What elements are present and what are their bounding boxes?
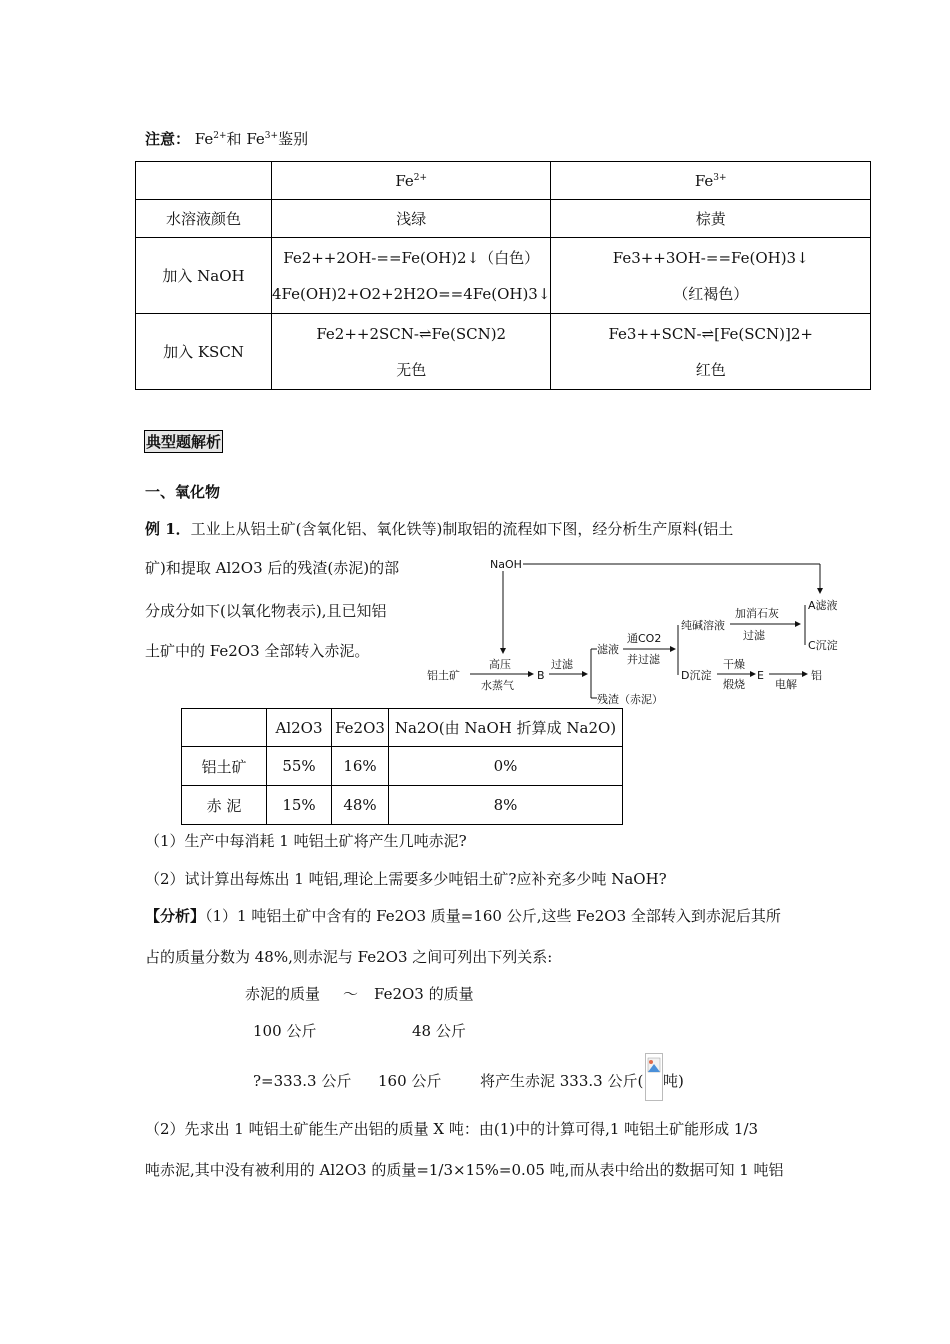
note-sup1: 2+ [213, 131, 227, 141]
analysis-line-2: 占的质量分数为 48%,则赤泥与 Fe2O3 之间可列出下列关系: [145, 948, 553, 966]
fe-identification-table [135, 161, 871, 390]
flow-filter: 过滤 [551, 658, 573, 671]
cell-fe2-naoh: Fe2++2OH-==Fe(OH)2↓（白色） 4Fe(OH)2+O2+2H2O==4Fe(OH)3↓ [272, 238, 551, 314]
cell-fe3-kscn: Fe3++SCN-⇌[Fe(SCN)]2+ 红色 [551, 314, 871, 390]
process-flow-diagram [425, 553, 875, 708]
example-line-3: 分成分如下(以氧化物表示),且已知铝 [145, 602, 387, 620]
value-2-mid: 160 公斤 [378, 1072, 442, 1090]
analysis-label: 【分析】 [145, 907, 206, 925]
example-line-2: 矿)和提取 Al2O3 后的残渣(赤泥)的部 [145, 559, 400, 577]
flow-naoh: NaOH [490, 558, 522, 571]
table-row: 赤 泥 15% 48% 8% [182, 786, 623, 825]
flow-calcine: 煅烧 [723, 678, 745, 691]
note-sup2: 3+ [264, 131, 279, 141]
composition-table [181, 708, 623, 825]
flow-co2-filter: 并过滤 [627, 653, 660, 666]
flow-ore: 铝土矿 [427, 669, 460, 682]
analysis-line-1: 【分析】（1）1 吨铝土矿中含有的 Fe2O3 质量=160 公斤,这些 Fe2O3 全部转入到赤泥后其所 [145, 907, 781, 925]
example-line-4: 土矿中的 Fe2O3 全部转入赤泥。 [145, 642, 370, 660]
header-fe3: $Fe^{3+}$ [551, 162, 871, 200]
section-title: 典型题解析 [144, 430, 223, 453]
header-fe2: $Fe^{2+}$ [272, 162, 551, 200]
note-fe: Fe [194, 130, 214, 148]
flow-e: E [757, 669, 764, 682]
comp-header-0 [182, 709, 267, 747]
fraction-image-icon [645, 1053, 663, 1101]
flow-aluminum: 铝 [811, 669, 822, 682]
table-row: 铝土矿 55% 16% 0% [182, 747, 623, 786]
flow-filter2: 过滤 [743, 629, 765, 642]
table-cell-empty [136, 162, 272, 200]
relation-left: 赤泥的质量 [245, 985, 321, 1003]
note-line [145, 128, 308, 149]
flow-residue: 残渣（赤泥） [597, 693, 663, 706]
flow-filtrate: 滤液 [597, 643, 619, 656]
flow-c-precip: C沉淀 [808, 639, 838, 652]
subsection-title: 一、氧化物 [145, 483, 221, 501]
flow-add-lime: 加消石灰 [735, 607, 779, 620]
value-2-text: 将产生赤泥 333.3 公斤( [480, 1072, 644, 1090]
flow-a-filtrate: A滤液 [808, 599, 838, 612]
comp-header-al2o3: Al2O3 [267, 709, 332, 747]
example-label: 例 1． [145, 520, 191, 538]
flow-pure-alkali: 纯碱溶液 [681, 619, 725, 632]
value-2-end: 吨) [663, 1072, 684, 1090]
example-line-1: 例 1．工业上从铝土矿(含氧化铝、氧化铁等)制取铝的流程如下图，经分析生产原料(铝土 [145, 520, 734, 538]
flow-b: B [537, 669, 545, 682]
note-mid: 和 Fe [226, 130, 265, 148]
flow-high-pressure: 高压 [489, 658, 511, 671]
analysis-p2-line-2: 吨赤泥,其中没有被利用的 Al2O3 的质量=1/3×15%=0.05 吨,而从表中给出的数据可知 1 吨铝 [145, 1161, 784, 1179]
question-1: （1）生产中每消耗 1 吨铝土矿将产生几吨赤泥? [145, 832, 467, 850]
row-label-kscn: 加入 KSCN [136, 314, 272, 390]
cell-fe3-color: 棕黄 [551, 200, 871, 238]
question-2: （2）试计算出每炼出 1 吨铝,理论上需要多少吨铝土矿?应补充多少吨 NaOH? [145, 870, 667, 888]
value-1-left: 100 公斤 [253, 1022, 317, 1040]
flow-co2: 通CO2 [627, 632, 662, 645]
value-1-right: 48 公斤 [412, 1022, 466, 1040]
flow-d-precip: D沉淀 [681, 669, 712, 682]
analysis-p2-line-1: （2）先求出 1 吨铝土矿能生产出铝的质量 X 吨：由(1)中的计算可得,1 吨铝土矿能形成 1/3 [145, 1120, 759, 1138]
comp-header-fe2o3: Fe2O3 [332, 709, 389, 747]
cell-fe2-color: 浅绿 [272, 200, 551, 238]
cell-fe2-kscn: Fe2++2SCN-⇌Fe(SCN)2 无色 [272, 314, 551, 390]
row-label-naoh: 加入 NaOH [136, 238, 272, 314]
value-2-left: ?=333.3 公斤 [253, 1072, 352, 1090]
flow-steam: 水蒸气 [481, 679, 514, 692]
flow-electrolysis: 电解 [775, 678, 797, 691]
note-label: 注意： [145, 130, 191, 148]
note-post: 鉴别 [278, 130, 309, 148]
flow-dry: 干燥 [723, 658, 745, 671]
cell-fe3-naoh: Fe3++3OH-==Fe(OH)3↓ （红褐色） [551, 238, 871, 314]
relation-sim: ～ [343, 985, 359, 1003]
row-label-color: 水溶液颜色 [136, 200, 272, 238]
relation-right: Fe2O3 的质量 [374, 985, 474, 1003]
comp-header-na2o: Na2O(由 NaOH 折算成 Na2O) [389, 709, 623, 747]
